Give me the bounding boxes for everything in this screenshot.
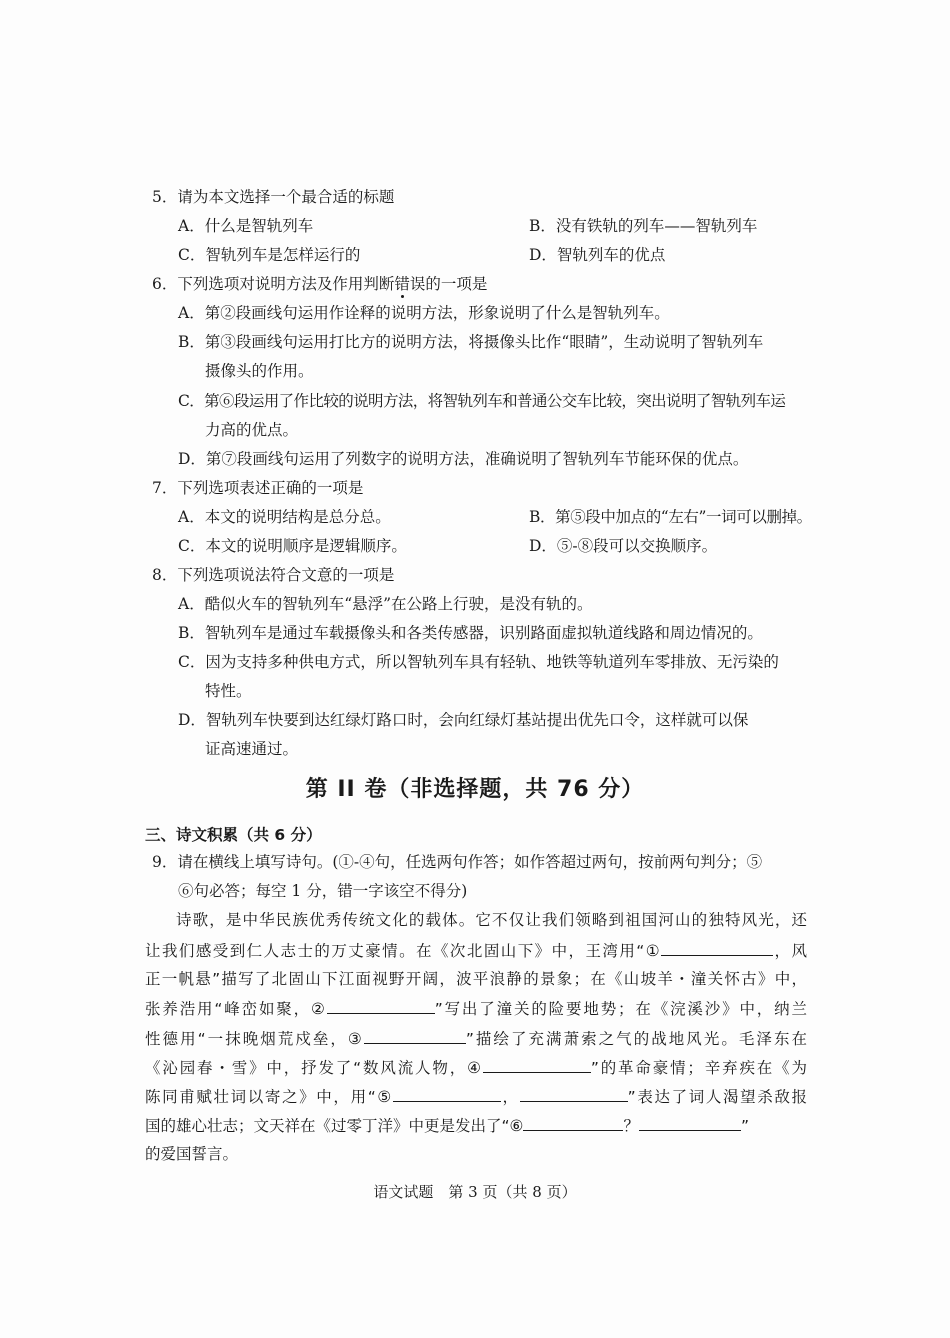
passage-text: 国的雄心壮志；文天祥在《过零丁洋》中更是发出了“⑥ [145, 1117, 524, 1135]
q8-option-d-line2: 证高速通过。 [205, 740, 299, 758]
q9-passage-line4 [145, 997, 807, 1020]
q9-passage-line3: 正一帆悬”描写了北固山下江面视野开阔，波平浪静的景象；在《山坡羊・潼关怀古》中， [145, 970, 807, 988]
passage-text: 让我们感受到仁人志士的万丈豪情。在《次北固山下》中，王湾用“① [145, 942, 662, 960]
q5-stem: 5．请为本文选择一个最合适的标题 [152, 188, 395, 206]
q7-option-a: A．本文的说明结构是总分总。 [178, 508, 391, 526]
q8-option-d-line1: D．智轨列车快要到达红绿灯路口时，会向红绿灯基站提出优先口令，这样就可以保 [178, 711, 749, 729]
q7-option-d: D．⑤-⑧段可以交换顺序。 [529, 537, 718, 555]
q6-option-b-line1: B．第③段画线句运用打比方的说明方法，将摄像头比作“眼睛”，生动说明了智轨列车 [178, 333, 764, 351]
q9-passage-line1: 诗歌，是中华民族优秀传统文化的载体。它不仅让我们领略到祖国河山的独特风光，还 [176, 911, 807, 929]
q8-option-b: B．智轨列车是通过车载摄像头和各类传感器，识别路面虚拟轨道线路和周边情况的。 [178, 624, 763, 642]
q5-option-a: A．什么是智轨列车 [178, 217, 314, 235]
section-title: 三、诗文积累（共 6 分） [145, 826, 322, 844]
passage-text: ”表达了词人渴望杀敌报 [627, 1088, 807, 1106]
page-footer: 语文试题 第 3 页（共 8 页） [373, 1183, 577, 1201]
q9-stem-line2: ⑥句必答；每空 1 分，错一字该空不得分) [178, 882, 468, 900]
answer-blank-4[interactable] [483, 1056, 591, 1073]
passage-text: 《沁园春・雪》中，抒发了“数风流人物，④ [145, 1059, 483, 1077]
q8-option-c-line1: C．因为支持多种供电方式，所以智轨列车具有轻轨、地铁等轨道列车零排放、无污染的 [178, 653, 779, 671]
q6-stem-post: 误的一项是 [409, 275, 488, 293]
answer-blank-1[interactable] [661, 939, 773, 956]
q6-option-b-line2: 摄像头的作用。 [205, 362, 314, 380]
q6-stem-pre: 6．下列选项对说明方法及作用判断 [152, 275, 395, 293]
q6-stem [152, 273, 487, 295]
q6-option-c-line2: 力高的优点。 [205, 421, 299, 439]
q6-stem-emphasis: 错 [394, 275, 410, 293]
passage-text: ”的革命豪情；辛弃疾在《为 [590, 1059, 807, 1077]
answer-blank-3[interactable] [364, 1027, 466, 1044]
passage-text: 陈同甫赋壮词以寄之》中，用“⑤ [145, 1088, 393, 1106]
q5-option-d: D．智轨列车的优点 [529, 246, 666, 264]
q8-option-a: A．酷似火车的智轨列车“悬浮”在公路上行驶，是没有轨的。 [178, 595, 593, 613]
answer-blank-6b[interactable] [639, 1114, 741, 1131]
passage-text: ， [500, 1088, 520, 1106]
q7-option-c: C．本文的说明顺序是逻辑顺序。 [178, 537, 407, 555]
q9-stem-line1: 9．请在横线上填写诗句。(①-④句，任选两句作答；如作答超过两句，按前两句判分；⑤ [152, 853, 763, 871]
passage-text: ” [740, 1117, 749, 1135]
q7-option-b: B．第⑤段中加点的“左右”一词可以删掉。 [529, 508, 812, 526]
q8-stem: 8．下列选项说法符合文意的一项是 [152, 566, 395, 584]
answer-blank-5b[interactable] [520, 1085, 628, 1102]
q9-passage-line9: 的爱国誓言。 [145, 1145, 239, 1163]
answer-blank-5a[interactable] [393, 1085, 501, 1102]
q6-option-d: D．第⑦段画线句运用了列数字的说明方法，准确说明了智轨列车节能环保的优点。 [178, 450, 749, 468]
q6-option-c-line1: C．第⑥段运用了作比较的说明方法，将智轨列车和普通公交车比较，突出说明了智轨列车运 [178, 392, 786, 410]
q9-passage-line5 [145, 1027, 807, 1050]
q9-passage-line6 [145, 1056, 807, 1079]
q5-option-b: B．没有铁轨的列车——智轨列车 [529, 217, 758, 235]
q5-option-c: C．智轨列车是怎样运行的 [178, 246, 361, 264]
answer-blank-6a[interactable] [523, 1114, 623, 1131]
passage-text: ，风 [773, 942, 807, 960]
q9-passage-line2 [145, 939, 807, 962]
passage-text: ”写出了潼关的险要地势；在《浣溪沙》中，纳兰 [434, 1000, 807, 1018]
answer-blank-2[interactable] [327, 997, 435, 1014]
passage-text: ？ [623, 1117, 639, 1135]
q6-option-a: A．第②段画线句运用作诠释的说明方法，形象说明了什么是智轨列车。 [178, 304, 670, 322]
volume-title: 第 II 卷（非选择题，共 76 分） [305, 777, 645, 802]
passage-text: 张养浩用“峰峦如聚，② [145, 1000, 327, 1018]
q9-passage-line7 [145, 1085, 807, 1108]
q8-option-c-line2: 特性。 [205, 682, 252, 700]
q7-stem: 7．下列选项表述正确的一项是 [152, 479, 364, 497]
passage-text: 性德用“一抹晚烟荒戍垒，③ [145, 1030, 364, 1048]
q9-passage-line8 [145, 1114, 807, 1137]
passage-text: ”描绘了充满萧索之气的战地风光。毛泽东在 [465, 1030, 807, 1048]
